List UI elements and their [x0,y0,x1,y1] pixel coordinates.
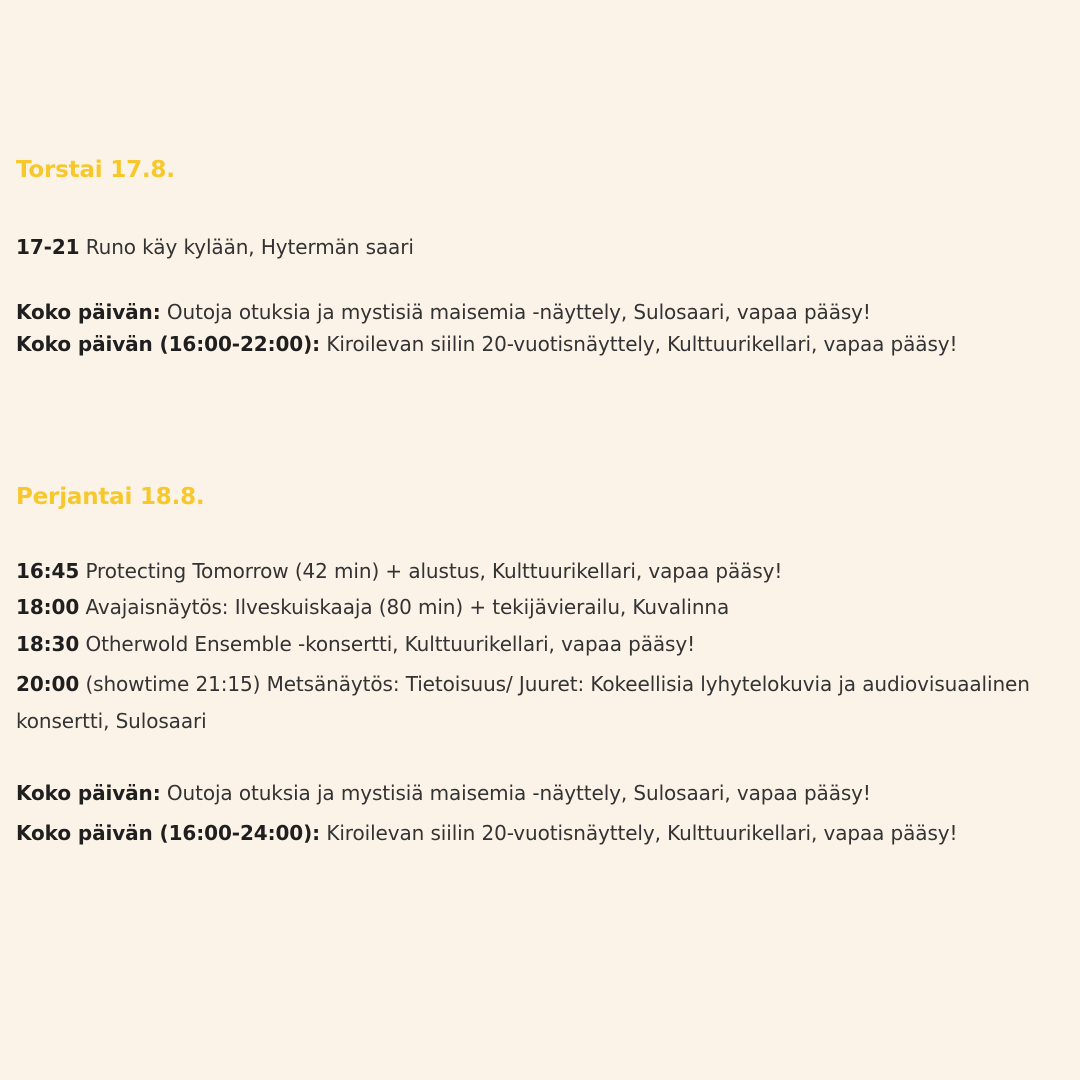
event-time: 16:45 [16,559,80,583]
event-thursday-1 [16,231,414,263]
all-day-friday-1 [16,777,871,809]
all-day-friday-2 [16,815,1056,852]
all-day-label: Koko päivän (16:00-24:00): [16,821,321,845]
event-text: Avajaisnäytös: Ilveskuiskaaja (80 min) + tekijävierailu, Kuvalinna [85,595,730,619]
all-day-text: Outoja otuksia ja mystisiä maisemia -näyttely, Sulosaari, vapaa pääsy! [166,300,871,324]
event-time: 18:00 [16,595,80,619]
event-time: 18:30 [16,632,80,656]
day-heading-thursday: Torstai 17.8. [16,157,175,183]
event-text: Otherwold Ensemble -konsertti, Kulttuurikellari, vapaa pääsy! [85,632,696,656]
all-day-thursday-1 [16,296,871,328]
all-day-text: Outoja otuksia ja mystisiä maisemia -näyttely, Sulosaari, vapaa pääsy! [166,781,871,805]
event-friday-2 [16,591,729,623]
event-friday-1 [16,555,782,587]
program-page [16,0,1066,1080]
event-text: Runo käy kylään, Hytermän saari [85,235,414,259]
event-time: 17-21 [16,235,80,259]
all-day-label: Koko päivän: [16,781,161,805]
event-friday-3 [16,628,695,660]
all-day-label: Koko päivän (16:00-22:00): [16,332,321,356]
event-text: Protecting Tomorrow (42 min) + alustus, Kulttuurikellari, vapaa pääsy! [85,559,783,583]
all-day-label: Koko päivän: [16,300,161,324]
event-friday-4 [16,666,1056,740]
all-day-thursday-2 [16,328,1056,360]
all-day-text: Kiroilevan siilin 20-vuotisnäyttely, Kulttuurikellari, vapaa pääsy! [326,332,958,356]
event-text: (showtime 21:15) Metsänäytös: Tietoisuus/ Juuret: Kokeellisia lyhytelokuvia ja audiovisuaalinen konsertti, Sulosaari [16,672,1030,733]
all-day-text: Kiroilevan siilin 20-vuotisnäyttely, Kulttuurikellari, vapaa pääsy! [326,821,958,845]
event-time: 20:00 [16,672,80,696]
day-heading-friday: Perjantai 18.8. [16,484,205,510]
